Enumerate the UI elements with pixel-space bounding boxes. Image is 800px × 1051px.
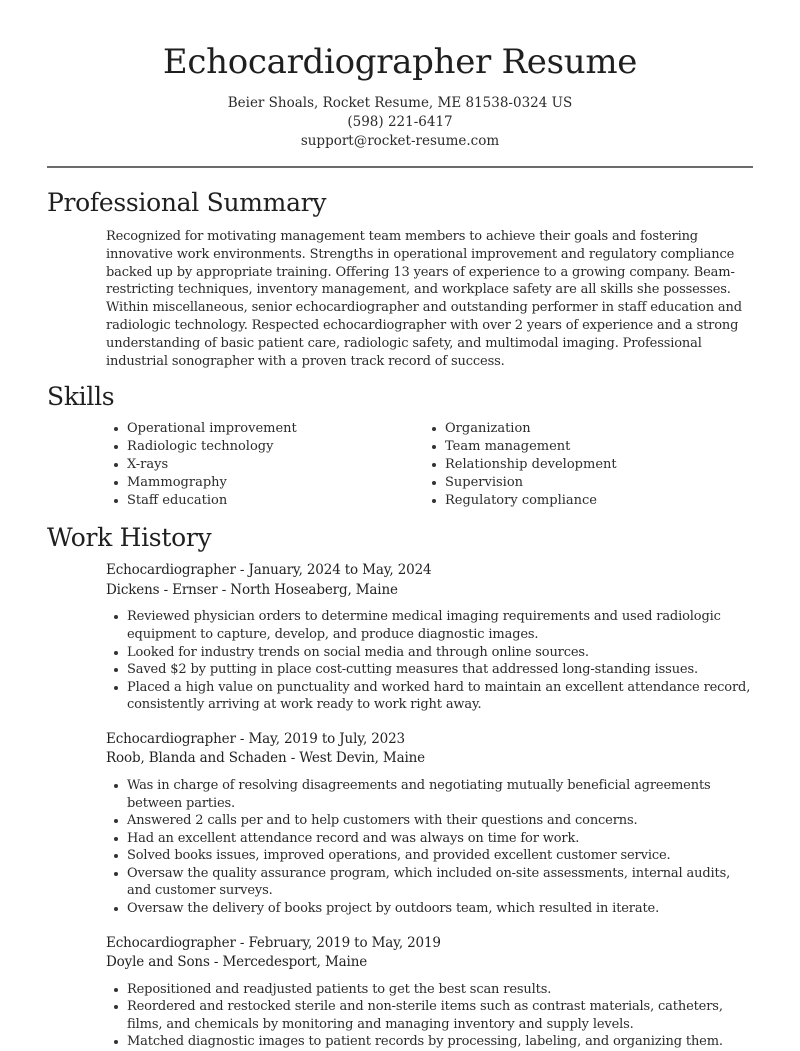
contact-email: support@rocket-resume.com — [300, 133, 500, 149]
job-entry — [106, 561, 753, 714]
skills-heading: Skills — [47, 382, 115, 412]
job-bullet: Saved $2 by putting in place cost-cutting measures that addressed long-standing issues. — [127, 661, 753, 679]
skill-item: Supervision — [445, 474, 617, 492]
header-divider — [47, 166, 753, 168]
resume-title: Echocardiographer Resume — [162, 42, 638, 82]
skill-item: Relationship development — [445, 456, 617, 472]
job-bullet: Placed a high value on punctuality and worked hard to maintain an excellent attendance record, consistently arriving at work ready to work right away. — [127, 679, 753, 714]
job-bullet: Looked for industry trends on social media and through online sources. — [127, 644, 753, 662]
skills-column-right — [424, 420, 617, 509]
job-bullet: Reviewed physician orders to determine medical imaging requirements and used radiologic equipment to capture, develop, and produce diagnostic images. — [127, 608, 753, 643]
job-title-dates: Echocardiographer - January, 2024 to May, 2024 — [106, 562, 432, 579]
job-title-dates: Echocardiographer - May, 2019 to July, 2023 — [106, 730, 405, 747]
skill-item: Team management — [445, 438, 617, 456]
resume-header — [0, 0, 800, 151]
job-company-location: Doyle and Sons - Mercedesport, Maine — [106, 954, 368, 971]
skill-item: Organization — [445, 420, 617, 438]
job-bullets — [106, 981, 753, 1051]
skill-item: X-rays — [127, 456, 424, 474]
job-title-dates: Echocardiographer - February, 2019 to May, 2019 — [106, 934, 441, 951]
job-entry — [106, 730, 753, 918]
job-bullet: Matched diagnostic images to patient records by processing, labeling, and organizing them. — [127, 1033, 753, 1051]
contact-block — [0, 94, 800, 151]
job-company-location: Dickens - Ernser - North Hoseaberg, Maine — [106, 581, 398, 598]
job-entry — [106, 934, 753, 1051]
job-bullet: Had an excellent attendance record and was always on time for work. — [127, 830, 753, 848]
skills-column-left — [106, 420, 424, 509]
job-bullet: Solved books issues, improved operations, and provided excellent customer service. — [127, 847, 753, 865]
skill-item: Mammography — [127, 474, 424, 492]
work-history-heading: Work History — [47, 523, 212, 553]
job-bullets — [106, 608, 753, 714]
job-bullet: Oversaw the quality assurance program, which included on-site assessments, internal audits, and customer surveys. — [127, 865, 753, 900]
skill-item: Regulatory compliance — [445, 492, 617, 510]
job-bullet: Reordered and restocked sterile and non-sterile items such as contrast materials, catheters, films, and chemicals by monitoring and managing inventory and supply levels. — [127, 998, 753, 1033]
job-company-location: Roob, Blanda and Schaden - West Devin, Maine — [106, 750, 426, 767]
job-bullet: Was in charge of resolving disagreements and negotiating mutually beneficial agreements between parties. — [127, 777, 753, 812]
contact-address: Beier Shoals, Rocket Resume, ME 81538-0324 US — [227, 95, 573, 111]
job-bullets — [106, 777, 753, 918]
skill-item: Staff education — [127, 492, 424, 510]
job-bullet: Oversaw the delivery of books project by outdoors team, which resulted in iterate. — [127, 900, 753, 918]
skills-list — [106, 420, 800, 509]
skill-item: Operational improvement — [127, 420, 424, 438]
skill-item: Radiologic technology — [127, 438, 424, 456]
job-bullet: Answered 2 calls per and to help customers with their questions and concerns. — [127, 812, 753, 830]
job-bullet: Repositioned and readjusted patients to get the best scan results. — [127, 981, 753, 999]
contact-phone: (598) 221-6417 — [347, 114, 453, 130]
summary-heading: Professional Summary — [47, 188, 327, 217]
summary-text: Recognized for motivating management team members to achieve their goals and fostering innovative work environments. Strengths in operational improvement and regulatory compliance backed up by appropriate training. Offering 13 years of experience to a growing company. Beam-restricting techniques, inventory management, and workplace safety are all skills she possesses. Within miscellaneous, senior echocardiographer and outstanding performer in staff education and radiologic technology. Respected echocardiographer with over 2 years of experience and a strong understanding of basic patient care, radiologic safety, and multimodal imaging. Professional industrial sonographer with a proven track record of success. — [106, 229, 742, 369]
